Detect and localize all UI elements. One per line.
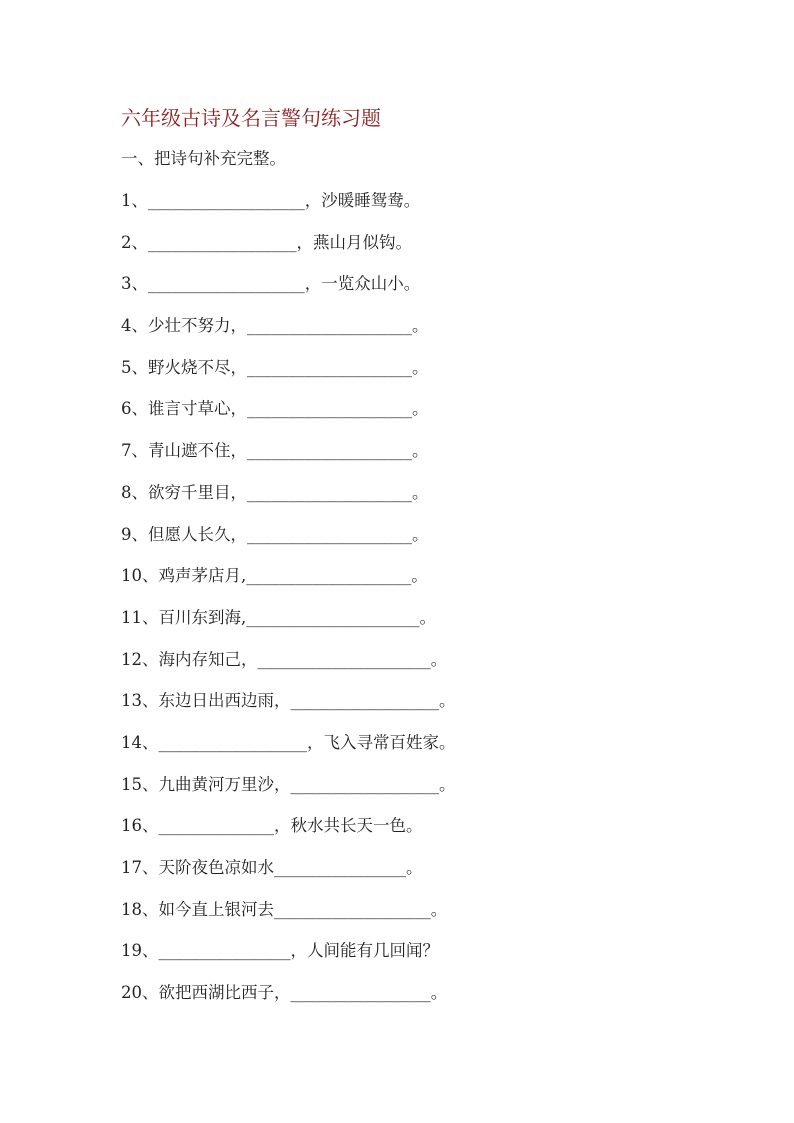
question-item: 2、__________________，燕山月似钩。 — [121, 232, 412, 252]
question-list — [121, 188, 721, 1022]
question-item: 7、青山遮不住，____________________。 — [121, 441, 429, 461]
question-item: 17、天阶夜色凉如水________________。 — [121, 858, 423, 877]
question-item: 8、欲穷千里目，____________________。 — [121, 482, 429, 502]
question-item: 16、______________，秋水共长天一色。 — [121, 816, 423, 836]
question-item: 11、百川东到海,_____________________。 — [121, 607, 436, 627]
question-item: 5、野火烧不尽，____________________。 — [121, 357, 429, 377]
question-item: 18、如今直上银河去___________________。 — [121, 899, 448, 919]
question-item: 6、谁言寸草心，____________________。 — [121, 399, 429, 419]
question-item: 20、欲把西湖比西子，_________________。 — [121, 983, 448, 1003]
section-heading: 一、把诗句补充完整。 — [121, 149, 286, 168]
question-item: 3、___________________，一览众山小。 — [121, 274, 421, 294]
question-item: 14、__________________，飞入寻常百姓家。 — [121, 732, 456, 752]
question-item: 4、少壮不努力，____________________。 — [121, 316, 429, 336]
question-item: 1、___________________，沙暖睡鸳鸯。 — [121, 191, 421, 210]
question-item: 13、东边日出西边雨，__________________。 — [121, 691, 456, 711]
question-item: 19、________________，人间能有几回闻？ — [121, 941, 439, 961]
question-item: 10、鸡声茅店月,____________________。 — [121, 566, 428, 586]
question-item: 15、九曲黄河万里沙，__________________。 — [121, 774, 456, 794]
question-item: 9、但愿人长久，____________________。 — [121, 524, 429, 544]
document-title: 六年级古诗及名言警句练习题 — [121, 106, 381, 130]
question-item: 12、海内存知己，_____________________。 — [121, 649, 448, 669]
